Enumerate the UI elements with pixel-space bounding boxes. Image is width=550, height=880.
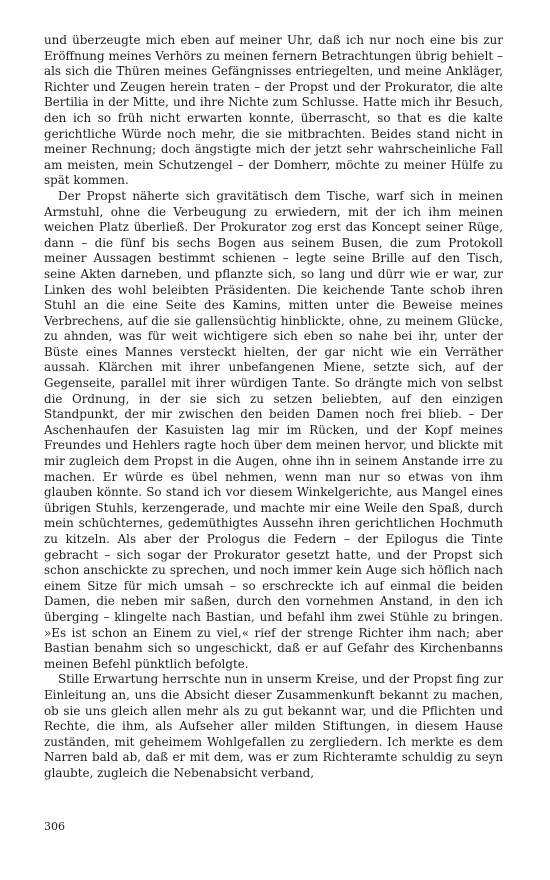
paragraph-3: Stille Erwartung herrschte nun in unserm Kreise, und der Propst fing zur Einleitung an, uns die Absicht dieser Zusammenkunft bekannt zu machen, ob sie uns gleich allen mehr als zu gut bekannt war, und die Pflichten und Rechte, die ihm, als Aufseher aller milden Stiftungen, in diesem Hause zuständen, mit geheimem Wohlgefallen zu zergliedern. Ich merkte es dem Narren bald ab, daß er mit dem, was er zum Richteramte schuldig zu seyn glaubte, zugleich die Nebenabsicht verband,	[44, 672, 503, 780]
paragraph-2: Der Propst näherte sich gravitätisch dem Tische, warf sich in meinen Armstuhl, ohne die Verbeugung zu erwiedern, mit der ich ihm meinen weichen Platz überließ. Der Prokurator zog erst das Koncept seiner Rüge, dann – die fünf bis sechs Bogen aus seinem Busen, die zum Protokoll meiner Aussagen bestimmt schienen – legte seine Brille auf den Tisch, seine Akten darneben, und pflanzte sich, so lang und dürr wie er war, zur Linken des wohl beleibten Präsidenten. Die keichende Tante schob ihren Stuhl an die eine Seite des Kamins, mitten unter die Beweise meines Verbrechens, auf die sie gallensüchtig hinblickte, ohne, zu meinem Glücke, zu ahnden, was für weit wichtigere sich eben so nahe bei ihr, unter der Büste eines Mannes versteckt hielten, der gar nicht wie ein Verräther aussah. Klärchen mit ihrer unbefangenen Miene, setzte sich, auf der Gegenseite, parallel mit ihrer würdigen Tante. So drängte mich von selbst die Ordnung, in der sie sich zu setzen beliebten, auf den einzigen Standpunkt, der mir zwischen den beiden Damen noch frei blieb. – Der Aschenhaufen der Kasuisten lag mir im Rücken, und der Kopf meines Freundes und Hehlers ragte hoch über dem meinen hervor, und blickte mit mir zugleich dem Propst in die Augen, ohne ihn in seinem Anstande irre zu machen. Er würde es übel nehmen, wenn man nur so etwas von ihm glauben könnte. So stand ich vor diesem Winkelgerichte, aus Mangel eines übrigen Stuhls, kerzengerade, und machte mir eine Weile den Spaß, durch mein schüchternes, gedemüthigtes Aussehn ihren gerichtlichen Hochmuth zu kitzeln. Als aber der Prologus die Federn – der Epilogus die Tinte gebracht – sich sogar der Prokurator gesetzt hatte, und der Propst sich schon anschickte zu sprechen, und noch immer kein Auge sich höflich nach einem Sitze für mich umsah – so erschreckte ich auf einmal die beiden Damen, die neben mir saßen, durch den vornehmen Anstand, in den ich überging – klingelte nach Bastian, und befahl ihm zwei Stühle zu bringen. »Es ist schon an Einem zu viel,« rief der strenge Richter ihm nach; aber Bastian benahm sich so ungeschickt, daß er auf Gefahr des Kirchenbanns meinen Befehl pünktlich befolgte.	[44, 188, 503, 671]
paragraph-1: und überzeugte mich eben auf meiner Uhr, daß ich nur noch eine bis zur Eröffnung meines Verhörs zu meinen fernern Betrachtungen übrig behielt – als sich die Thüren meines Gefängnisses entriegelten, und meine Ankläger, Richter und Zeugen herein traten – der Propst und der Prokurator, die alte Bertilia in der Mitte, und ihre Nichte zum Schlusse. Hatte mich ihr Besuch, den ich so früh nicht erwarten konnte, überrascht, so that es die kalte gerichtliche Würde noch mehr, die sie mitbrachten. Beides stand nicht in meiner Rechnung; doch ängstigte mich der jetzt sehr wahrscheinliche Fall am meisten, mein Schutzengel – der Domherr, möchte zu meiner Hülfe zu spät kommen.	[44, 33, 503, 188]
page-number: 306	[44, 820, 65, 833]
page-body	[44, 33, 503, 782]
